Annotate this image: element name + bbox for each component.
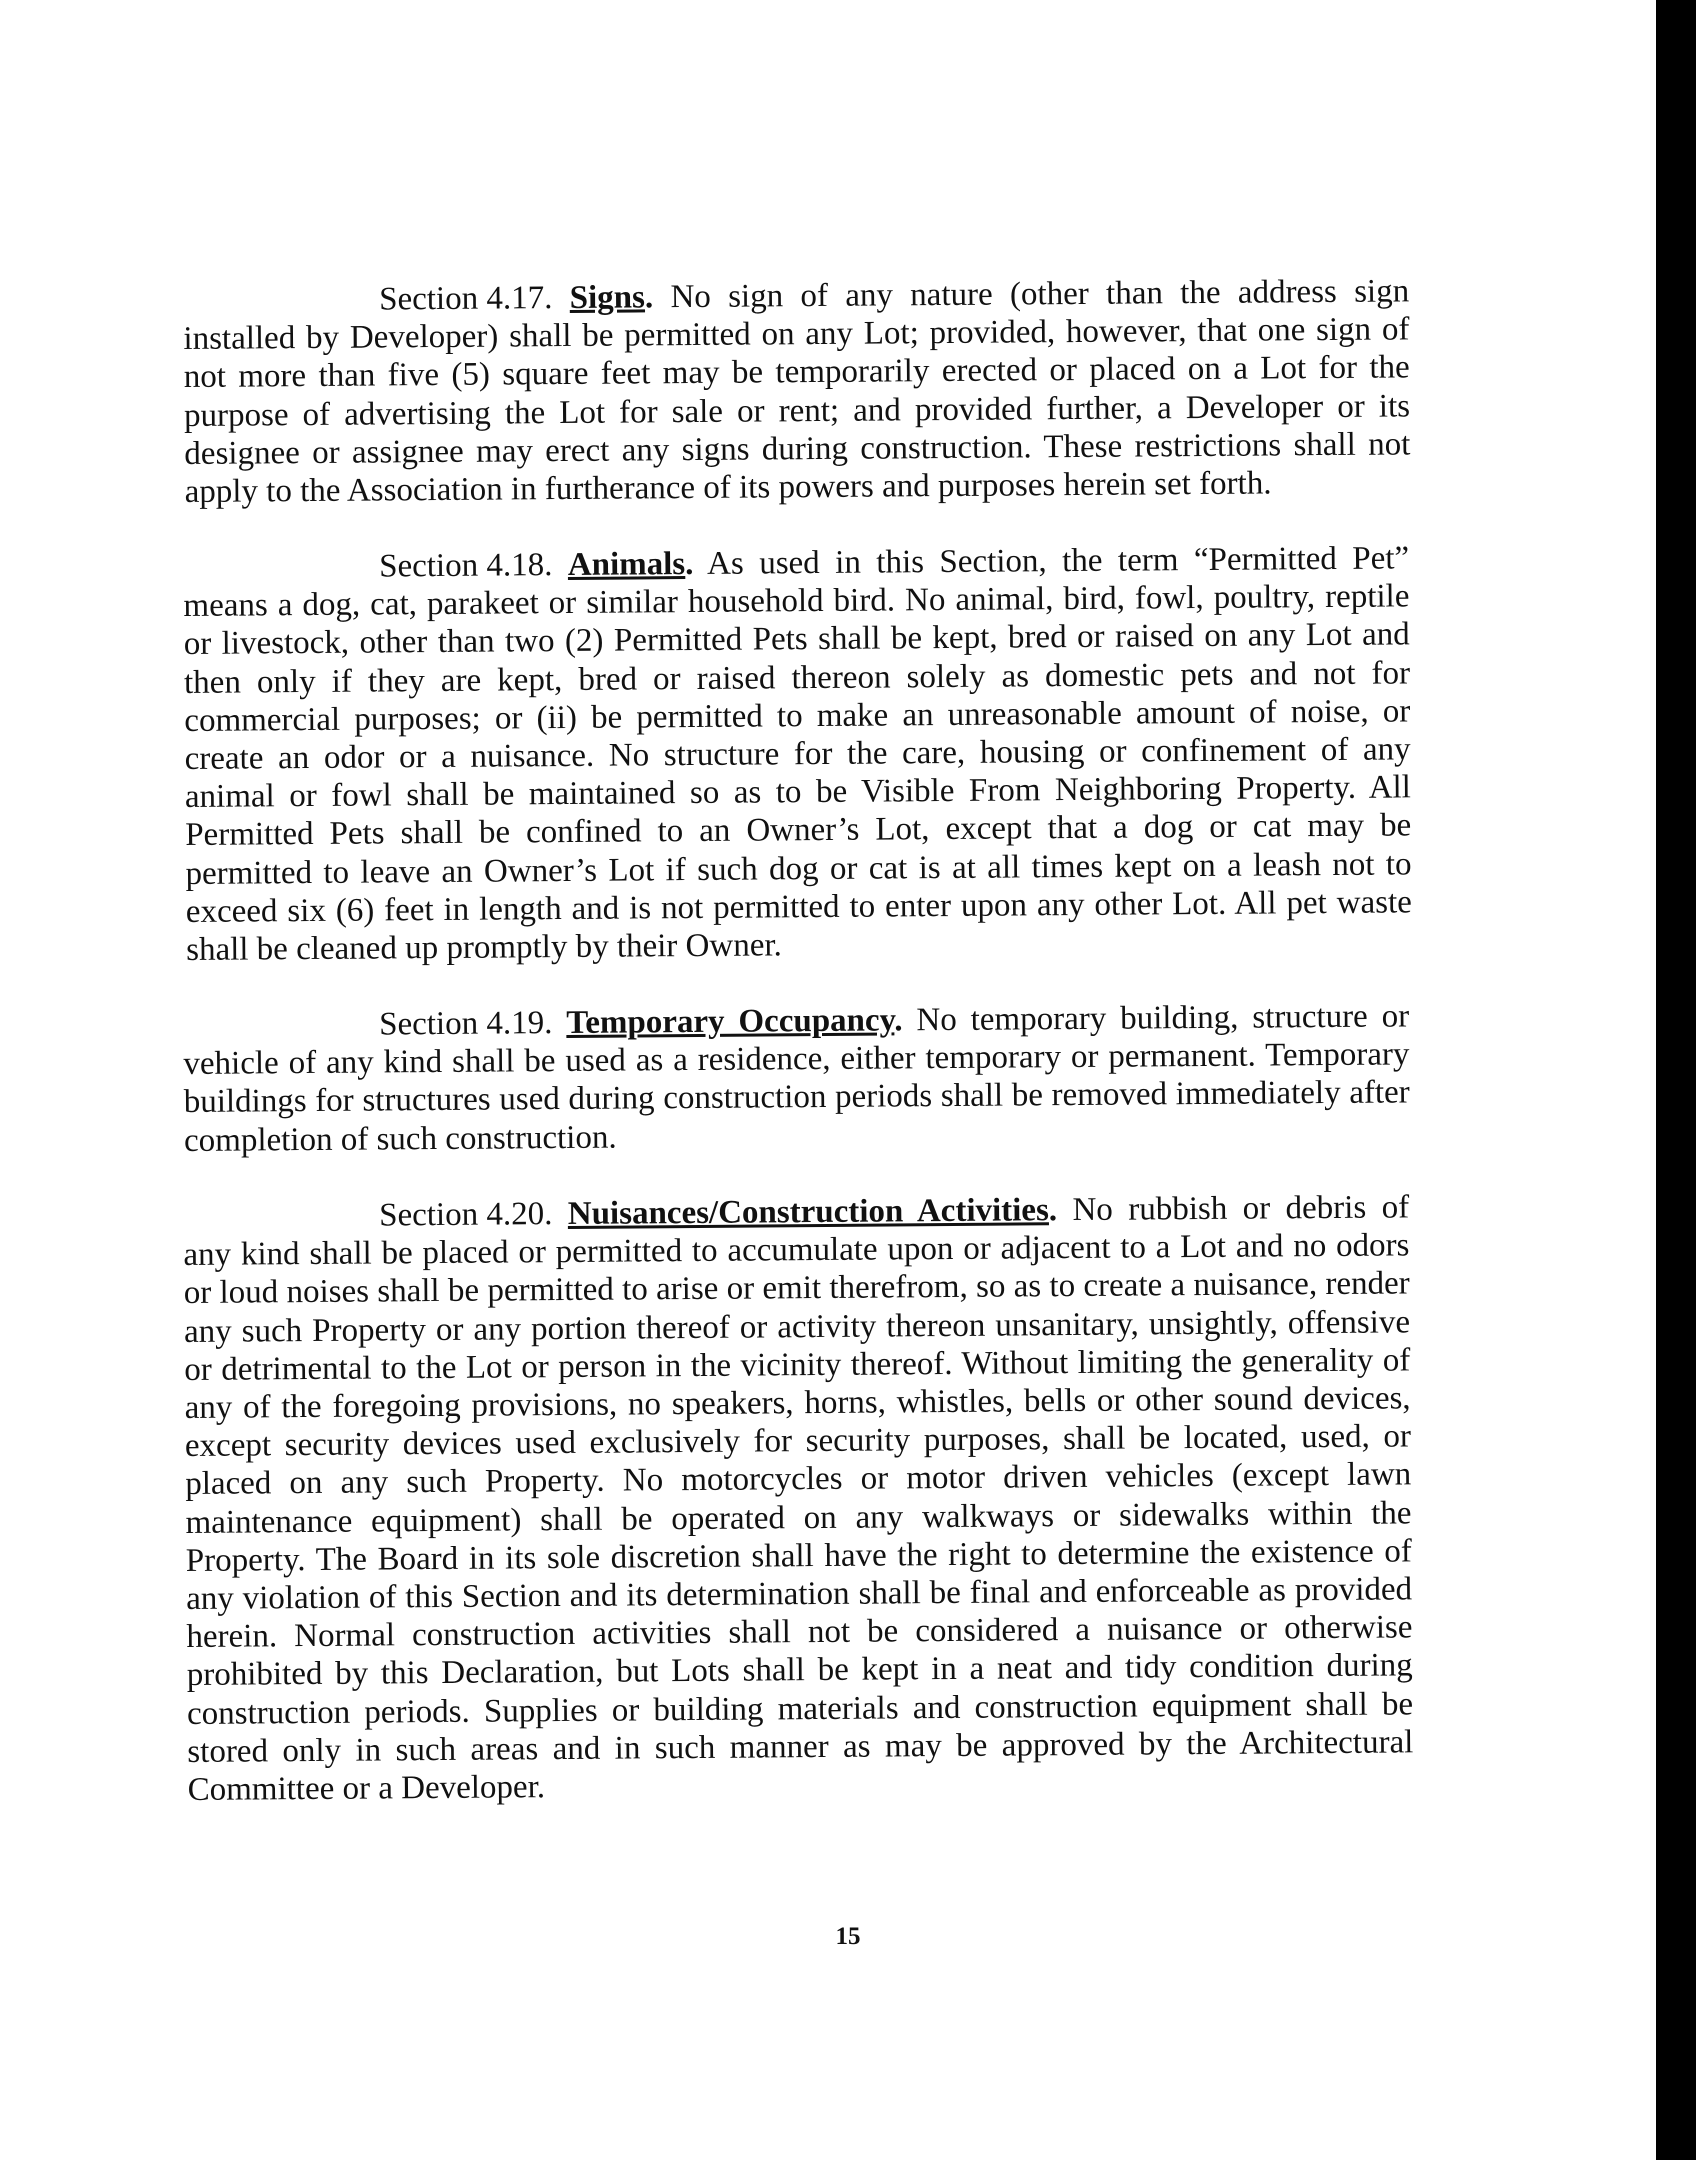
section-heading: Temporary Occupancy [566,1002,895,1042]
heading-punctuation: . [685,546,694,583]
scan-edge-bar [1656,0,1696,2160]
section-body: No temporary building, structure or vehicle of any kind shall be used as a residence, either temporary or permanent. Temporary buildings for structures used during construction periods shall be removed immediately after completion of such construction. [183,998,1410,1160]
section-heading: Signs [569,279,646,316]
heading-punctuation: . [894,1002,903,1039]
section-heading: Animals [567,546,686,584]
heading-punctuation: . [644,279,654,316]
section-4-19 [183,998,1410,1160]
section-number: Section 4.18. [379,547,553,585]
section-heading: Nuisances/Construction Activities [567,1192,1049,1233]
section-number: Section 4.19. [379,1005,553,1043]
section-4-18 [183,540,1412,970]
section-body: No rubbish or debris of any kind shall be placed or permitted to accumulate upon or adjacent to a Lot and no odors or loud noises shall be permitted to arise or emit therefrom, so as to create a nuisance, render any such Property or any portion thereof or activity thereon unsanitary, unsightly, offensive or detrimental to the Lot or person in the vicinity thereof. Without limiting the generality of any of the foregoing provisions, no speakers, horns, whistles, bells or other sound devices, except security devices used exclusively for security purposes, shall be located, used, or placed on any such Property. No motorcycles or motor driven vehicles (except lawn maintenance equipment) shall be operated on any walkways or sidewalks within the Property. The Board in its sole discretion shall have the right to determine the existence of any violation of this Section and its determination shall be final and enforceable as provided herein. Normal construction activities shall not be considered a nuisance or otherwise prohibited by this Declaration, but Lots shall be kept in a neat and tidy condition during construction periods. Supplies or building materials and construction equipment shall be stored only in such areas and in such manner as may be approved by the Architectural Committee or a Developer. [183,1189,1414,1809]
page-number: 15 [835,1923,861,1950]
section-number: Section 4.17. [379,280,553,318]
section-number: Section 4.20. [379,1196,553,1234]
document-body [183,273,1414,1848]
section-body: No sign of any nature (other than the address sign installed by Developer) shall be permitted on any Lot; provided, however, that one sign of not more than five (5) square feet may be temporarily erected or placed on a Lot for the purpose of advertising the Lot for sale or rent; and provided further, a Developer or its designee or assignee may erect any signs during construction. These restrictions shall not apply to the Association in furtherance of its powers and purposes herein set forth. [183,273,1411,511]
section-4-17 [183,272,1411,511]
section-4-20 [183,1189,1414,1810]
section-body: As used in this Section, the term “Permitted Pet” means a dog, cat, parakeet or similar household bird. No animal, bird, fowl, poultry, reptile or livestock, other than two (2) Permitted Pets shall be kept, bred or raised on any Lot and then only if they are kept, bred or raised thereon solely as domestic pets and not for commercial purposes; or (ii) be permitted to make an unreasonable amount of noise, or create an odor or a nuisance. No structure for the care, housing or confinement of any animal or fowl shall be maintained so as to be Visible From Neighboring Property. All Permitted Pets shall be confined to an Owner’s Lot, except that a dog or cat may be permitted to leave an Owner’s Lot if such dog or cat is at all times kept on a leash not to exceed six (6) feet in length and is not permitted to enter upon any other Lot. All pet waste shall be cleaned up promptly by their Owner. [183,540,1412,969]
heading-punctuation: . [1048,1192,1058,1229]
